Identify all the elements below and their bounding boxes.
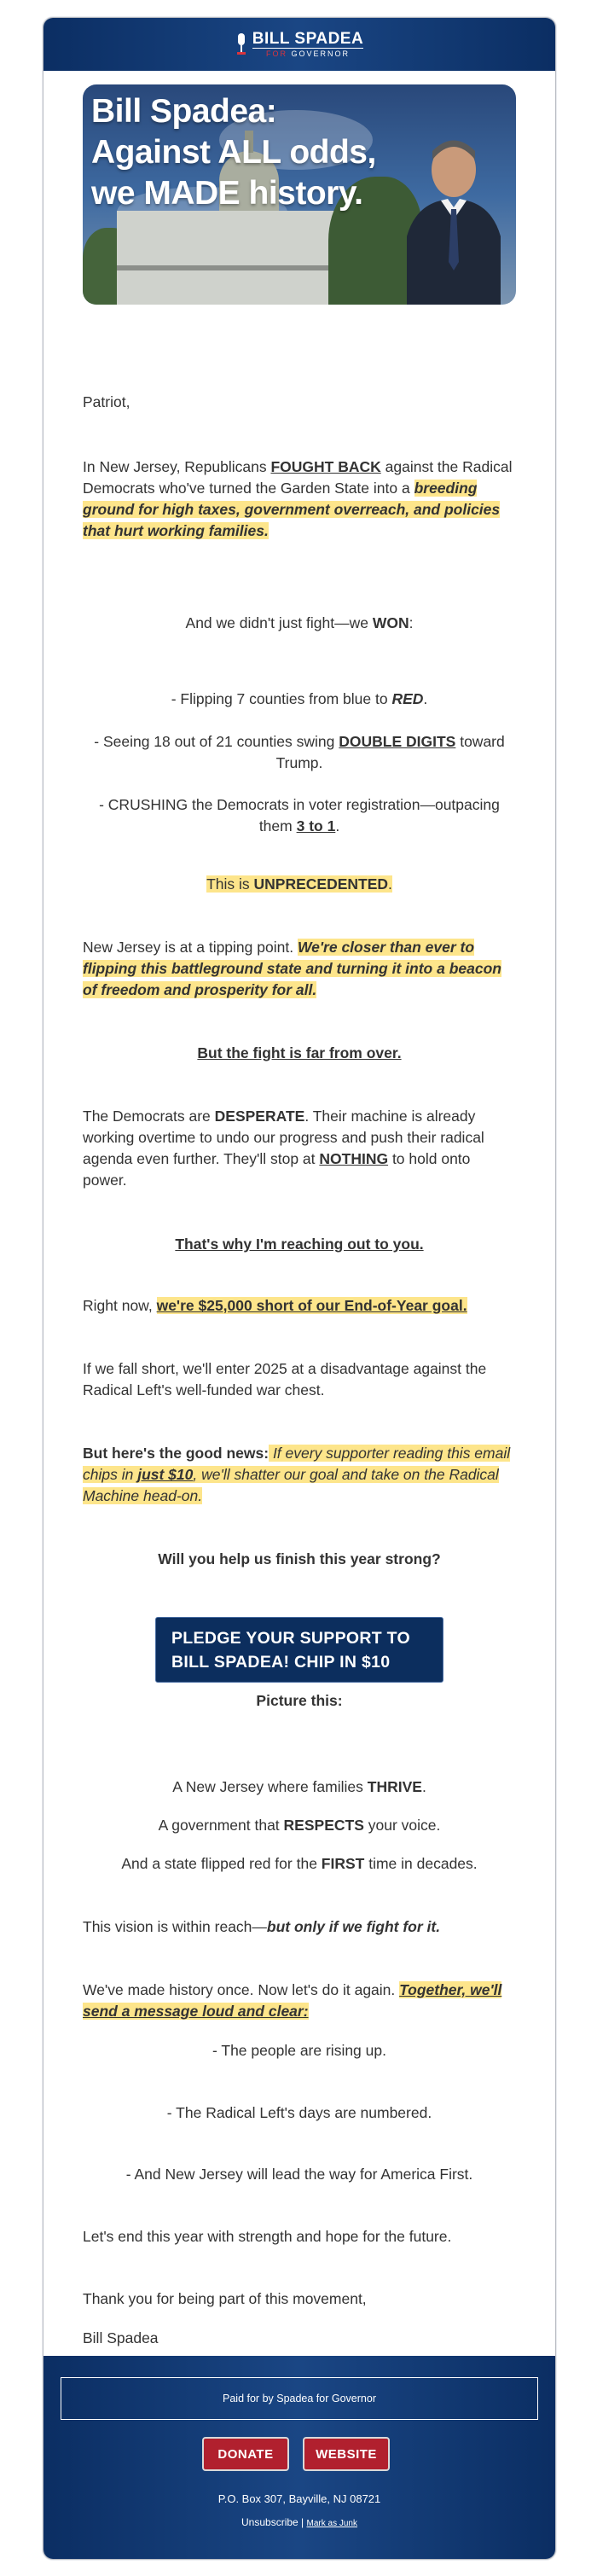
highlight-text: we're $25,000 short of our End-of-Year goal. — [156, 1297, 467, 1314]
microphone-icon — [235, 32, 247, 56]
hero-line-2: Against ALL odds, — [91, 134, 376, 171]
hero-line-3: we MADE history. — [91, 175, 363, 212]
text: . — [388, 875, 392, 893]
vision-respects — [83, 1815, 516, 1836]
text: time in decades. — [364, 1855, 478, 1872]
emphasis: Picture this: — [256, 1692, 343, 1709]
pledge-support-button[interactable]: PLEDGE YOUR SUPPORT TO BILL SPADEA! CHIP IN $10 — [155, 1617, 443, 1683]
text: to hold onto power. — [83, 1150, 471, 1189]
text: And a state flipped red for the — [121, 1855, 322, 1872]
emphasis: 3 to 1 — [296, 817, 336, 834]
text: A New Jersey where families — [172, 1778, 368, 1795]
donate-button[interactable]: DONATE — [202, 2437, 289, 2471]
paragraph-short — [83, 1295, 516, 1317]
emphasis: NOTHING — [319, 1150, 389, 1167]
text: your voice. — [363, 1817, 441, 1834]
text: In New Jersey, Republicans — [83, 458, 271, 475]
email-footer — [43, 2356, 555, 2559]
emphasis: But the fight is far from over. — [197, 1044, 402, 1061]
text: . — [335, 817, 340, 834]
unsubscribe-link[interactable]: Unsubscribe — [241, 2516, 298, 2528]
paragraph-thank-you: Thank you for being part of this movement, — [83, 2290, 367, 2307]
emphasis: but only if we fight for it. — [266, 1918, 441, 1935]
email-header — [43, 18, 555, 71]
website-button[interactable]: WEBSITE — [303, 2437, 390, 2471]
paragraph-reaching-out — [83, 1234, 516, 1255]
emphasis: just $10 — [137, 1466, 194, 1483]
text: . — [423, 690, 428, 707]
text: This is — [206, 875, 254, 893]
logo-for: FOR — [265, 49, 287, 58]
emphasis: WON — [372, 614, 409, 631]
text: - Flipping 7 counties from blue to — [171, 690, 392, 707]
highlight-text: , we'll shatter our goal and take on the Radical Machine head-on. — [83, 1466, 499, 1504]
emphasis: But here's the good news: — [83, 1445, 270, 1462]
emphasis: FIRST — [321, 1855, 365, 1872]
text: . — [421, 1778, 426, 1795]
hero-banner[interactable] — [83, 84, 516, 305]
paragraph-fall-short: If we fall short, we'll enter 2025 at a disadvantage against the Radical Left's well-funded war chest. — [83, 1360, 487, 1398]
vision-thrive — [83, 1776, 516, 1798]
text: Right now, — [83, 1297, 157, 1314]
text: And we didn't just fight—we — [185, 614, 373, 631]
emphasis: FOUGHT BACK — [270, 458, 381, 475]
hero-wrapper — [43, 71, 555, 305]
email-card — [43, 17, 556, 2560]
emphasis: RESPECTS — [283, 1817, 364, 1834]
paragraph-won — [83, 613, 516, 634]
text: We've made history once. Now let's do it again. — [83, 1981, 400, 1998]
separator: | — [298, 2516, 307, 2528]
bullet-counties — [83, 689, 516, 710]
text: : — [409, 614, 414, 631]
mark-as-junk-link[interactable]: Mark as Junk — [306, 2519, 357, 2528]
emphasis: RED — [391, 690, 424, 707]
text: This vision is within reach— — [83, 1918, 267, 1935]
candidate-portrait — [407, 125, 501, 305]
text: A government that — [158, 1817, 284, 1834]
paragraph-desperate — [83, 1106, 516, 1191]
bullet-registration — [83, 794, 516, 837]
hero-headline — [91, 91, 376, 214]
highlight-text: We're closer than ever to flipping this battleground state and turning it into a beacon of freedom and prosperity for all. — [83, 939, 501, 998]
unsubscribe-row — [43, 2516, 555, 2528]
logo-text — [252, 31, 363, 58]
emphasis: DOUBLE DIGITS — [339, 733, 456, 750]
hero-line-1: Bill Spadea: — [91, 93, 277, 130]
closing-rising: - The people are rising up. — [212, 2042, 386, 2059]
paragraph-end-year: Let's end this year with strength and hope for the future. — [83, 2228, 452, 2245]
paragraph-vision — [83, 1916, 516, 1938]
emphasis: UNPRECEDENTED — [253, 875, 389, 893]
paragraph-good-news — [83, 1443, 516, 1507]
signature: Bill Spadea — [83, 2329, 159, 2346]
closing-numbered: - The Radical Left's days are numbered. — [166, 2104, 432, 2121]
logo-office: GOVERNOR — [291, 49, 350, 58]
text: toward Trump. — [275, 733, 505, 771]
greeting: Patriot, — [83, 393, 130, 410]
emphasis: THRIVE — [367, 1778, 422, 1795]
emphasis: That's why I'm reaching out to you. — [175, 1236, 424, 1253]
vision-first — [83, 1853, 516, 1875]
mailing-address: P.O. Box 307, Bayville, NJ 08721 — [217, 2492, 381, 2505]
paragraph-fight — [83, 1043, 516, 1064]
campaign-logo[interactable] — [235, 31, 363, 58]
text: - CRUSHING the Democrats in voter registration—outpacing them — [99, 796, 500, 834]
highlight-text: Together, we'll send a message loud and clear: — [83, 1981, 502, 2020]
logo-name: BILL SPADEA — [252, 30, 364, 48]
paragraph-unprecedented — [83, 874, 516, 895]
paragraph-tipping-point — [83, 937, 516, 1001]
logo-subtitle — [252, 48, 363, 58]
text: New Jersey is at a tipping point. — [83, 939, 298, 956]
highlight-text: breeding ground for high taxes, government overreach, and policies that hurt working families. — [83, 480, 501, 539]
paragraph-fought-back — [83, 456, 516, 542]
paragraph-history — [83, 1980, 516, 2022]
paragraph-ask — [83, 1549, 516, 1570]
closing-america-first: - And New Jersey will lead the way for America First. — [125, 2166, 473, 2183]
text: - Seeing 18 out of 21 counties swing — [94, 733, 339, 750]
text: against the Radical Democrats who've turned the Garden State into a — [83, 458, 513, 497]
paid-for-disclaimer: Paid for by Spadea for Governor — [61, 2377, 538, 2420]
text: . Their machine is already working overtime to undo our progress and push their radical agenda even further. They'll stop at — [83, 1108, 484, 1167]
emphasis: DESPERATE — [214, 1108, 305, 1125]
highlight-text: If every supporter reading this email chips in — [83, 1445, 511, 1483]
paragraph-picture — [83, 1690, 516, 1712]
text: The Democrats are — [83, 1108, 215, 1125]
bullet-double-digits — [83, 731, 516, 774]
emphasis: Will you help us finish this year strong? — [158, 1550, 441, 1567]
